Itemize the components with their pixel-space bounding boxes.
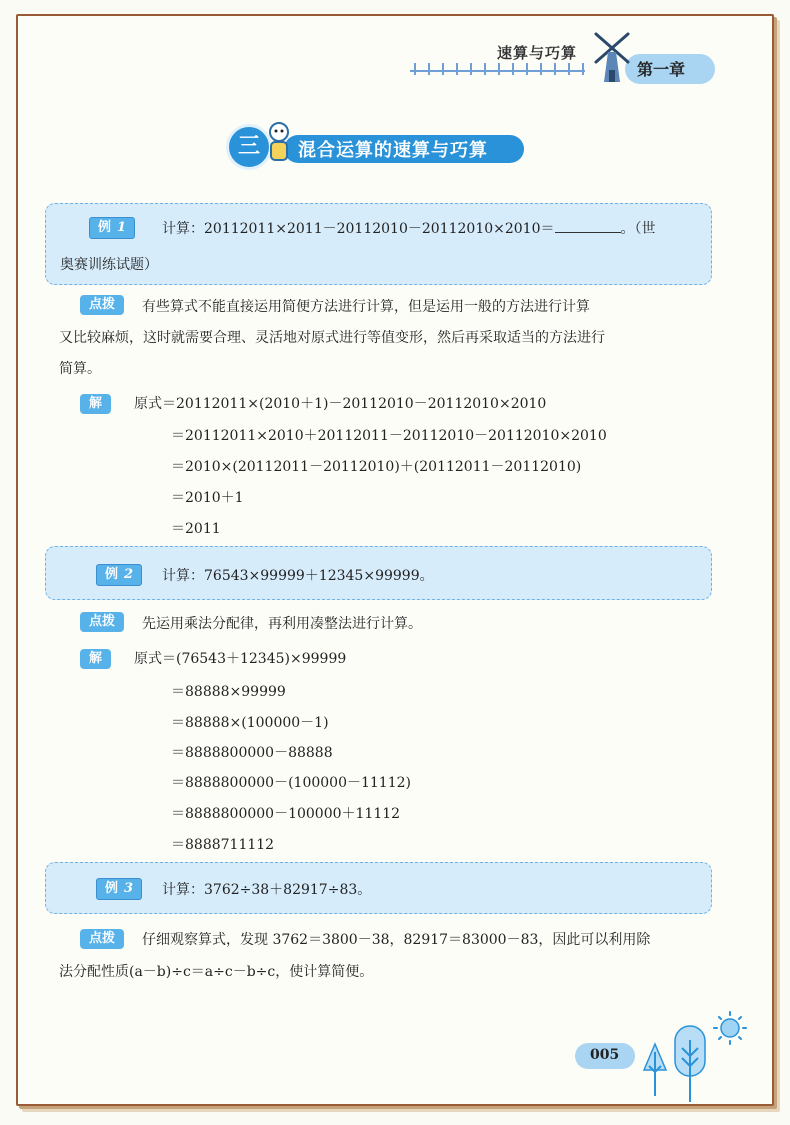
hint-2-label: 点拨: [80, 612, 124, 632]
solution-2-line-1: 原式＝(76543＋12345)×99999: [134, 651, 347, 667]
solution-2-line-2: ＝88888×99999: [171, 684, 286, 700]
hint-2-line-1: 先运用乘法分配律，再利用凑整法进行计算。: [142, 616, 422, 632]
example-1-tag: 例 1: [89, 217, 135, 239]
hint-1-line-2: 又比较麻烦，这时就需要合理、灵活地对原式进行等值变形，然后再采取适当的方法进行: [59, 330, 605, 346]
example-2-tag: 例 2: [96, 564, 142, 586]
tall-tree-icon: [672, 1022, 708, 1104]
solution-1-line-1: 原式＝20112011×(2010＋1)－20112010－20112010×2010: [134, 396, 547, 412]
hint-3-line-1: 仔细观察算式，发现 3762＝3800－38，82917＝83000－83，因此可以利用除: [142, 932, 651, 948]
sun-icon: [712, 1010, 748, 1046]
example-3-tag: 例 3: [96, 878, 142, 900]
running-header-title: 速算与巧算: [497, 44, 578, 62]
section-title: 混合运算的速算与巧算: [298, 140, 488, 161]
solution-1-line-4: ＝2010＋1: [171, 490, 244, 506]
solution-2-label: 解: [80, 649, 111, 669]
solution-2-line-7: ＝8888711112: [171, 837, 275, 853]
solution-2-line-5: ＝8888800000－(100000－11112): [171, 775, 411, 791]
solution-1-label: 解: [80, 394, 111, 414]
small-tree-icon: [640, 1040, 670, 1100]
answer-blank: [555, 220, 621, 233]
hint-1-line-3: 简算。: [59, 361, 101, 377]
solution-1-line-3: ＝2010×(20112011－20112010)＋(20112011－20112010): [171, 459, 582, 475]
solution-1-line-5: ＝2011: [171, 521, 221, 537]
solution-2-line-4: ＝8888800000－88888: [171, 745, 333, 761]
hint-1-line-1: 有些算式不能直接运用简便方法进行计算，但是运用一般的方法进行计算: [142, 299, 590, 315]
example-3-box: [45, 862, 712, 914]
chapter-label: 第一章: [637, 60, 686, 79]
solution-2-line-3: ＝88888×(100000－1): [171, 715, 329, 731]
example-1-problem: 计算：20112011×2011－20112010－20112010×2010＝ 。（世: [162, 221, 656, 237]
mascot-icon: [262, 120, 296, 164]
header-fence-decoration: [410, 63, 585, 75]
solution-2-line-6: ＝8888800000－100000＋11112: [171, 806, 401, 822]
hint-3-line-2: 法分配性质(a－b)÷c＝a÷c－b÷c，使计算简便。: [59, 964, 374, 980]
windmill-icon: [590, 30, 634, 86]
hint-3-label: 点拨: [80, 929, 124, 949]
page-number: 005: [590, 1047, 620, 1063]
example-1-problem-cont: 奥赛训练试题）: [60, 257, 158, 273]
example-3-problem: 计算：3762÷38＋82917÷83。: [162, 882, 372, 898]
example-2-problem: 计算：76543×99999＋12345×99999。: [162, 568, 434, 584]
section-number-badge: 三: [226, 124, 272, 170]
solution-1-line-2: ＝20112011×2010＋20112011－20112010－20112010×2010: [171, 428, 607, 444]
hint-1-label: 点拨: [80, 295, 124, 315]
